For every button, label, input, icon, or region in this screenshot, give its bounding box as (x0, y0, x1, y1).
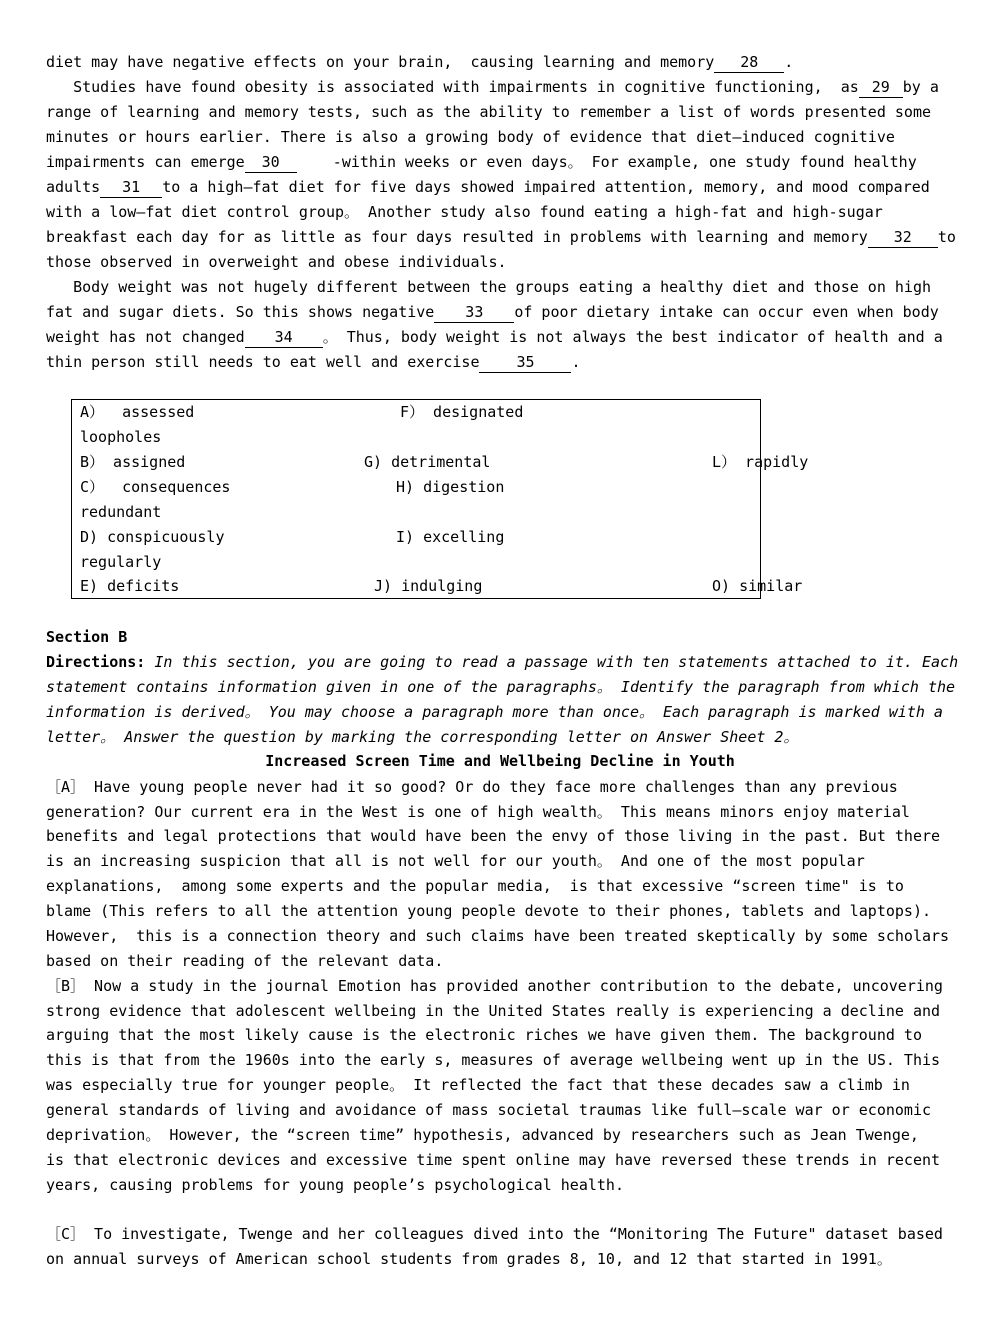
paragraph-a-line: blame (This refers to all the attention young people devote to their phones, tablets and laptops). (46, 902, 932, 920)
paragraph-c-line: ［C］ To investigate, Twenge and her colleagues dived into the “Monitoring The Future" dataset based (46, 1225, 943, 1243)
directions-line: statement contains information given in one of the paragraphs。 Identify the paragraph from which the (46, 678, 956, 696)
passage-line: with a low—fat diet control group。 Another study also found eating a high-fat and high-sugar (46, 203, 883, 221)
paragraph-a-line: benefits and legal protections that would have been the envy of those living in the past. But there (46, 827, 941, 845)
passage-line: adults 31 to a high—fat diet for five days showed impaired attention, memory, and mood compared (46, 178, 930, 196)
word-bank-box (71, 399, 761, 599)
passage-line: thin person still needs to eat well and exercise 35 . (46, 353, 581, 371)
option-f: F） designated (400, 403, 524, 421)
directions-line: information is derived。 You may choose a paragraph more than once。 Each paragraph is marked with a (46, 703, 943, 721)
passage-line: impairments can emerge 30 -within weeks or even days。 For example, one study found healthy (46, 153, 917, 171)
blank-28: 28 (714, 52, 784, 73)
section-heading: Section B (46, 628, 128, 646)
paragraph-b-line: arguing that the most likely cause is the electronic riches we have given them. The background to (46, 1026, 922, 1044)
passage-line: those observed in overweight and obese individuals. (46, 253, 507, 271)
paragraph-a-line: explanations, among some experts and the popular media, is that excessive “screen time" is to (46, 877, 904, 895)
option-o: O) similar (712, 577, 803, 595)
passage-line: weight has not changed 34 。 Thus, body weight is not always the best indicator of health and a (46, 328, 943, 346)
paragraph-b-line: years, causing problems for young people’s psychological health. (46, 1176, 624, 1194)
passage-line: range of learning and memory tests, such as the ability to remember a list of words presented some (46, 103, 932, 121)
option-c: C） consequences (80, 478, 231, 496)
article-title: Increased Screen Time and Wellbeing Decline in Youth (265, 752, 735, 770)
option-l: L） rapidly (712, 453, 809, 471)
blank-31: 31 (100, 177, 162, 198)
directions-line: Directions: In this section, you are going to read a passage with ten statements attached to it. Each (46, 653, 959, 671)
paragraph-a-line: generation? Our current era in the West is one of high wealth。 This means minors enjoy material (46, 803, 910, 821)
directions-line: letter。 Answer the question by marking the corresponding letter on Answer Sheet 2。 (46, 728, 799, 746)
blank-35: 35 (479, 352, 571, 373)
option-n: regularly (80, 553, 162, 571)
option-m: redundant (80, 503, 162, 521)
passage-line: fat and sugar diets. So this shows negative 33 of poor dietary intake can occur even when body (46, 303, 939, 321)
blank-30: 30 (245, 152, 297, 173)
directions-label: Directions: (46, 653, 146, 671)
option-j: J) indulging (374, 577, 483, 595)
blank-29: 29 (859, 77, 903, 98)
paragraph-a-line: is an increasing suspicion that all is not well for our youth。 And one of the most popular (46, 852, 865, 870)
blank-32: 32 (868, 227, 938, 248)
paragraph-a-line: However, this is a connection theory and such claims have been treated skeptically by some scholars (46, 927, 950, 945)
passage-line: breakfast each day for as little as four days resulted in problems with learning and memory 32 to (46, 228, 956, 246)
paragraph-b-line: was especially true for younger people。 It reflected the fact that these decades saw a climb in (46, 1076, 910, 1094)
paragraph-b-line: this is that from the 1960s into the early s, measures of average wellbeing went up in the US. This (46, 1051, 941, 1069)
option-g: G) detrimental (364, 453, 491, 471)
paragraph-b-line: ［B］ Now a study in the journal Emotion has provided another contribution to the debate, uncovering (46, 977, 943, 995)
paragraph-a-line: based on their reading of the relevant data. (46, 952, 444, 970)
option-a: A） assessed (80, 403, 195, 421)
passage-line: Body weight was not hugely different between the groups eating a healthy diet and those on high (46, 278, 932, 296)
blank-33: 33 (434, 302, 514, 323)
paragraph-b-line: general standards of living and avoidance of mass societal traumas like full—scale war or economic (46, 1101, 932, 1119)
option-d: D) conspicuously (80, 528, 225, 546)
passage-line: Studies have found obesity is associated with impairments in cognitive functioning, as 29 by a (46, 78, 939, 96)
passage-line: minutes or hours earlier. There is also a growing body of evidence that diet—induced cognitive (46, 128, 895, 146)
option-b: B） assigned (80, 453, 186, 471)
paragraph-a-line: ［A］ Have young people never had it so good? Or do they face more challenges than any previous (46, 778, 898, 796)
paragraph-b-line: is that electronic devices and excessive time spent online may have reversed these trends in recent (46, 1151, 941, 1169)
paragraph-c-line: on annual surveys of American school students from grades 8, 10, and 12 that started in 1991。 (46, 1250, 892, 1268)
passage-line: diet may have negative effects on your brain, causing learning and memory 28 . (46, 53, 794, 71)
option-k: loopholes (80, 428, 162, 446)
option-e: E) deficits (80, 577, 180, 595)
paragraph-b-line: strong evidence that adolescent wellbeing in the United States really is experiencing a decline and (46, 1002, 941, 1020)
option-i: I) excelling (396, 528, 505, 546)
blank-34: 34 (245, 327, 323, 348)
paragraph-b-line: deprivation。 However, the “screen time” hypothesis, advanced by researchers such as Jean Twenge, (46, 1126, 919, 1144)
option-h: H) digestion (396, 478, 505, 496)
